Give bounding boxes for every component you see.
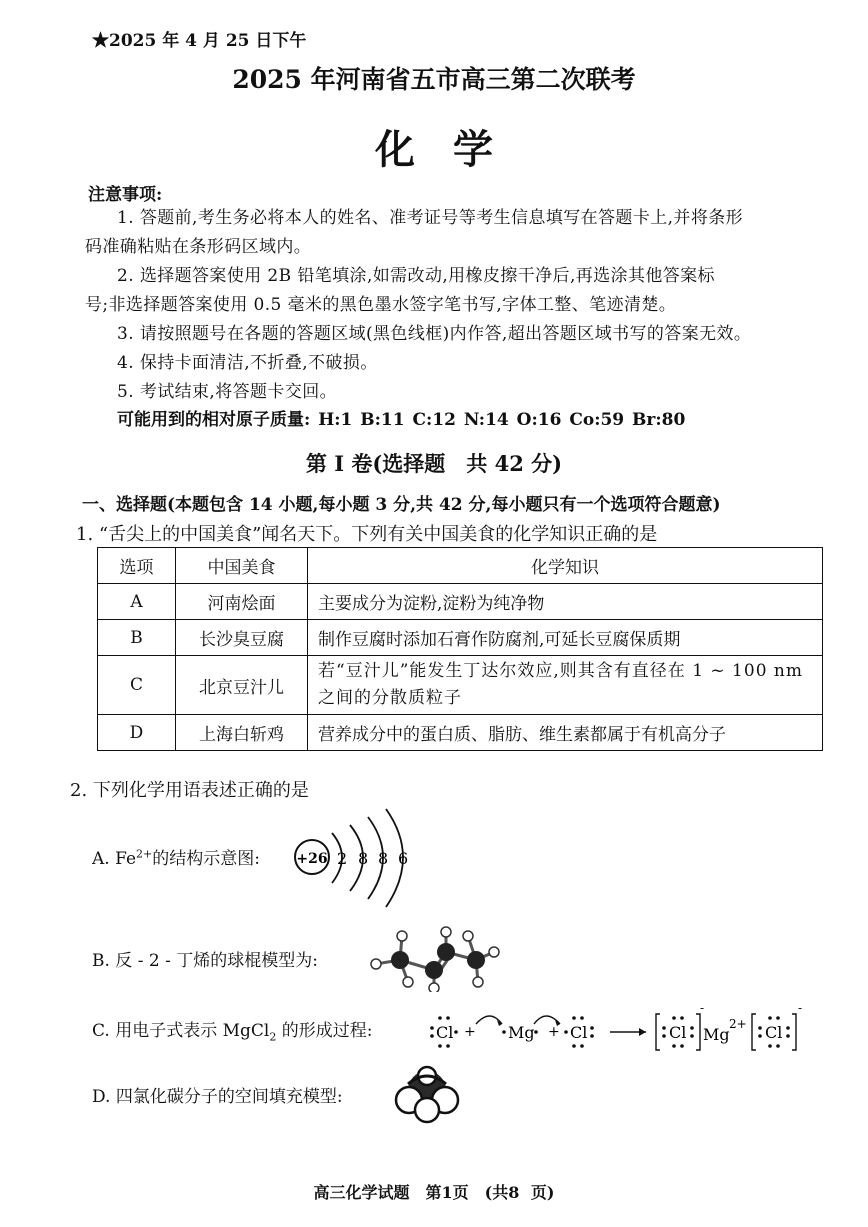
table-header-cell: 中国美食: [176, 548, 308, 584]
food-cell: 北京豆汁儿: [176, 656, 308, 715]
note-line: 码准确粘贴在条形码区域内。: [85, 237, 312, 257]
exam-date: ★2025 年 4 月 25 日下午: [92, 31, 307, 51]
carbon-atom: [425, 961, 443, 979]
exam-title: 2025 年河南省五市高三第二次联考: [232, 65, 636, 94]
plus-sign: +: [464, 1024, 476, 1040]
chlorine-atom-left: [430, 1016, 458, 1048]
food-cell: 长沙臭豆腐: [176, 620, 308, 656]
table-row: [98, 620, 823, 656]
hydrogen-atom: [403, 977, 413, 987]
magnesium-ion: Mg: [703, 1025, 730, 1044]
question-1-stem: 1. “舌尖上的中国美食”闻名天下。下列有关中国美食的化学知识正确的是: [76, 524, 658, 545]
ccl4-space-filling-model: [392, 1064, 462, 1126]
hydrogen-atom: [463, 931, 473, 941]
chlorine-sphere: [415, 1098, 439, 1122]
hydrogen-atom: [473, 977, 483, 987]
option-cell: B: [98, 620, 176, 656]
ion-charge: -: [798, 1001, 803, 1015]
hydrogen-atom: [397, 931, 407, 941]
table-header-cell: 选项: [98, 548, 176, 584]
part-title: 第 I 卷(选择题 共 42 分): [305, 451, 563, 476]
table-row: [98, 656, 823, 715]
food-cell: 河南烩面: [176, 584, 308, 620]
option-cell: A: [98, 584, 176, 620]
electron-count: 2: [337, 849, 348, 868]
table-row: [98, 584, 823, 620]
hydrogen-atom: [441, 927, 451, 937]
chlorine-atom-right: [564, 1016, 594, 1048]
note-line: 号;非选择题答案使用 0.5 毫米的黑色墨水签字笔书写,字体工整、笔迹清楚。: [85, 295, 677, 315]
mgcl2-formation-diagram: [420, 1000, 830, 1056]
electron-count: 6: [398, 849, 409, 868]
option-a-prefix: A. Fe: [92, 849, 137, 869]
option-a-charge: 2+: [136, 847, 153, 861]
knowledge-cell: 制作豆腐时添加石膏作防腐剂,可延长豆腐保质期: [308, 620, 823, 656]
food-cell: 上海白斩鸡: [176, 715, 308, 751]
option-c-label: [92, 1016, 373, 1043]
note-line: 3. 请按照题号在各题的答题区域(黑色线框)内作答,超出答题区域书写的答案无效。: [117, 324, 752, 344]
mgcl2-product: [656, 1001, 802, 1050]
plus-sign: +: [548, 1024, 560, 1040]
note-line: 1. 答题前,考生务必将本人的姓名、准考证号等考生信息填写在答题卡上,并将条形: [117, 208, 744, 228]
option-b-label: B. 反 - 2 - 丁烯的球棍模型为:: [92, 951, 318, 971]
electron-count: 8: [378, 849, 389, 868]
element-symbol: Cl: [436, 1023, 454, 1042]
notes-heading: 注意事项:: [88, 185, 163, 205]
carbon-atom: [467, 951, 485, 969]
option-d-label: D. 四氯化碳分子的空间填充模型:: [92, 1087, 343, 1107]
subject-title: 化学: [375, 126, 531, 173]
table-header-row: [98, 548, 823, 584]
question-2-stem: 2. 下列化学用语表述正确的是: [70, 780, 309, 801]
ion-charge: 2+: [729, 1017, 747, 1031]
element-symbol: Cl: [669, 1023, 687, 1042]
page-footer: 高三化学试题 第1页 (共8 页): [313, 1183, 555, 1202]
atomic-mass-line: 可能用到的相对原子质量: H:1 B:11 C:12 N:14 O:16 Co:59 Br:80: [117, 410, 686, 430]
carbon-atom: [437, 943, 455, 961]
butene-ball-stick-model: [362, 912, 512, 992]
table-header-cell: 化学知识: [308, 548, 823, 584]
knowledge-cell: 营养成分中的蛋白质、脂肪、维生素都属于有机高分子: [308, 715, 823, 751]
hydrogen-atom: [371, 959, 381, 969]
note-line: 4. 保持卡面清洁,不折叠,不破损。: [117, 353, 378, 373]
hydrogen-atom: [489, 947, 499, 957]
option-c-suffix: 的形成过程:: [276, 1021, 373, 1041]
option-a-suffix: 的结构示意图:: [152, 849, 260, 869]
knowledge-cell: 若“豆汁儿”能发生丁达尔效应,则其含有直径在 1 ~ 100 nm之间的分散质粒子: [308, 656, 823, 715]
option-a-label: [92, 844, 260, 869]
option-c-prefix: C. 用电子式表示 MgCl: [92, 1021, 270, 1041]
hydrogen-atom: [429, 983, 439, 992]
knowledge-cell: 主要成分为淀粉,淀粉为纯净物: [308, 584, 823, 620]
option-cell: D: [98, 715, 176, 751]
question-1-table: [97, 547, 823, 751]
electron-count: 8: [358, 849, 369, 868]
element-symbol: Cl: [570, 1023, 588, 1042]
note-line: 2. 选择题答案使用 2B 铅笔填涂,如需改动,用橡皮擦干净后,再选涂其他答案标: [117, 266, 715, 286]
ion-charge: -: [700, 1001, 705, 1015]
option-cell: C: [98, 656, 176, 715]
magnesium-atom: [502, 1023, 538, 1042]
table-row: [98, 715, 823, 751]
carbon-atom: [391, 951, 409, 969]
fe-ion-structure-diagram: [290, 805, 420, 910]
element-symbol: Cl: [765, 1023, 783, 1042]
section-heading: 一、选择题(本题包含 14 小题,每小题 3 分,共 42 分,每小题只有一个选项符合题意): [82, 495, 721, 515]
element-symbol: Mg: [508, 1023, 535, 1042]
option-c-subscript: 2: [269, 1030, 277, 1044]
note-line: 5. 考试结束,将答题卡交回。: [117, 382, 338, 402]
nucleus-charge: +26: [296, 851, 328, 867]
